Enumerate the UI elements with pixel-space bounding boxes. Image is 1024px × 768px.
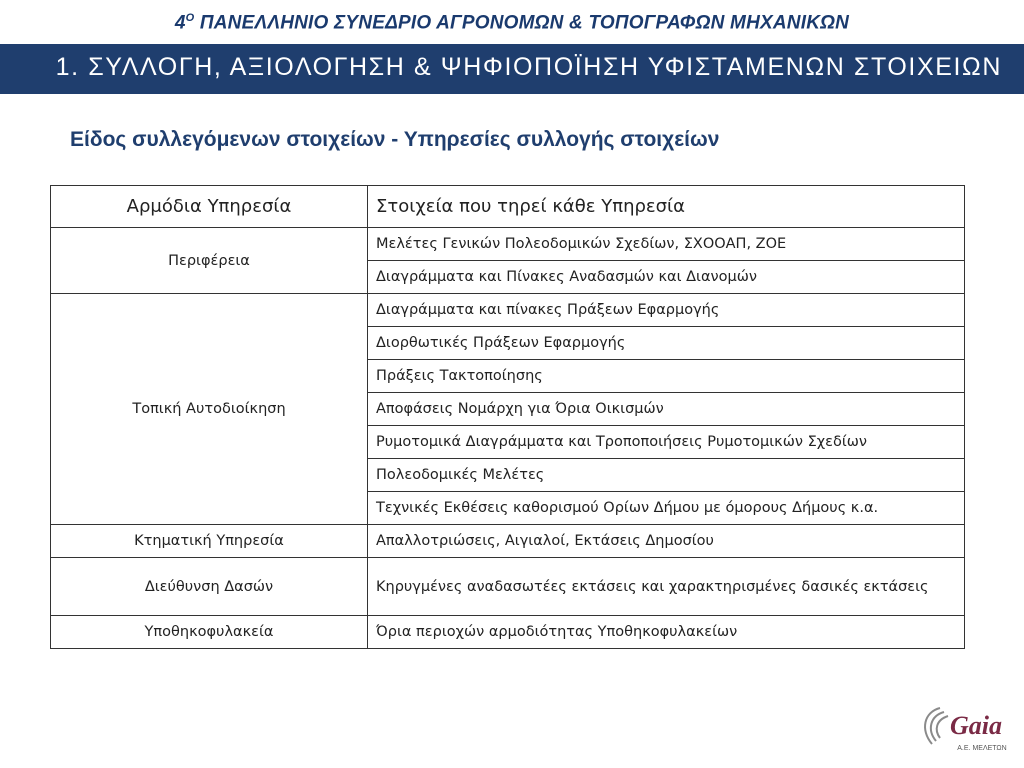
agency-cell: Περιφέρεια bbox=[51, 228, 368, 294]
table-header-row bbox=[51, 186, 965, 228]
table-row bbox=[51, 525, 965, 558]
item-cell: Πολεοδομικές Μελέτες bbox=[368, 459, 965, 492]
item-cell: Αποφάσεις Νομάρχη για Όρια Οικισμών bbox=[368, 393, 965, 426]
item-cell: Απαλλοτριώσεις, Αιγιαλοί, Εκτάσεις Δημοσίου bbox=[368, 525, 965, 558]
item-cell: Διορθωτικές Πράξεων Εφαρμογής bbox=[368, 327, 965, 360]
agency-cell: Υποθηκοφυλακεία bbox=[51, 616, 368, 649]
section-banner bbox=[0, 44, 1024, 94]
conference-ordinal: Ο bbox=[185, 12, 195, 24]
item-cell: Διαγράμματα και Πίνακες Αναδασμών και Διανομών bbox=[368, 261, 965, 294]
logo-wordmark: Gaia bbox=[950, 711, 1002, 740]
conference-title bbox=[0, 12, 1024, 34]
conference-name: ΠΑΝΕΛΛΗΝΙΟ ΣΥΝΕΔΡΙΟ ΑΓΡΟΝΟΜΩΝ & ΤΟΠΟΓΡΑΦΩΝ ΜΗΧΑΝΙΚΩΝ bbox=[194, 12, 850, 34]
conference-number: 4 bbox=[174, 12, 186, 34]
header-agency: Αρμόδια Υπηρεσία bbox=[51, 186, 368, 228]
logo-tagline: Α.Ε. ΜΕΛΕΤΩΝ bbox=[957, 745, 1007, 752]
item-cell: Μελέτες Γενικών Πολεοδομικών Σχεδίων, ΣΧΟΟΑΠ, ΖΟΕ bbox=[368, 228, 965, 261]
section-title: 1. ΣΥΛΛΟΓΗ, ΑΞΙΟΛΟΓΗΣΗ & ΨΗΦΙΟΠΟΪΗΣΗ ΥΦΙΣΤΑΜΕΝΩΝ ΣΤΟΙΧΕΙΩΝ bbox=[55, 53, 1002, 81]
item-cell: Τεχνικές Εκθέσεις καθορισμού Ορίων Δήμου με όμορους Δήμους κ.α. bbox=[368, 492, 965, 525]
item-cell: Κηρυγμένες αναδασωτέες εκτάσεις και χαρακτηρισμένες δασικές εκτάσεις bbox=[368, 558, 965, 616]
gaia-logo bbox=[918, 700, 1014, 756]
table-row bbox=[51, 228, 965, 261]
slide-subtitle: Είδος συλλεγόμενων στοιχείων - Υπηρεσίες συλλογής στοιχείων bbox=[70, 128, 720, 151]
table-row bbox=[51, 294, 965, 327]
agency-cell: Κτηματική Υπηρεσία bbox=[51, 525, 368, 558]
item-cell: Διαγράμματα και πίνακες Πράξεων Εφαρμογής bbox=[368, 294, 965, 327]
agencies-table bbox=[50, 185, 965, 649]
table-row bbox=[51, 616, 965, 649]
item-cell: Όρια περιοχών αρμοδιότητας Υποθηκοφυλακείων bbox=[368, 616, 965, 649]
table-row bbox=[51, 558, 965, 616]
item-cell: Πράξεις Τακτοποίησης bbox=[368, 360, 965, 393]
item-cell: Ρυμοτομικά Διαγράμματα και Τροποποιήσεις Ρυμοτομικών Σχεδίων bbox=[368, 426, 965, 459]
agency-cell: Τοπική Αυτοδιοίκηση bbox=[51, 294, 368, 525]
agency-cell: Διεύθυνση Δασών bbox=[51, 558, 368, 616]
header-items: Στοιχεία που τηρεί κάθε Υπηρεσία bbox=[368, 186, 965, 228]
